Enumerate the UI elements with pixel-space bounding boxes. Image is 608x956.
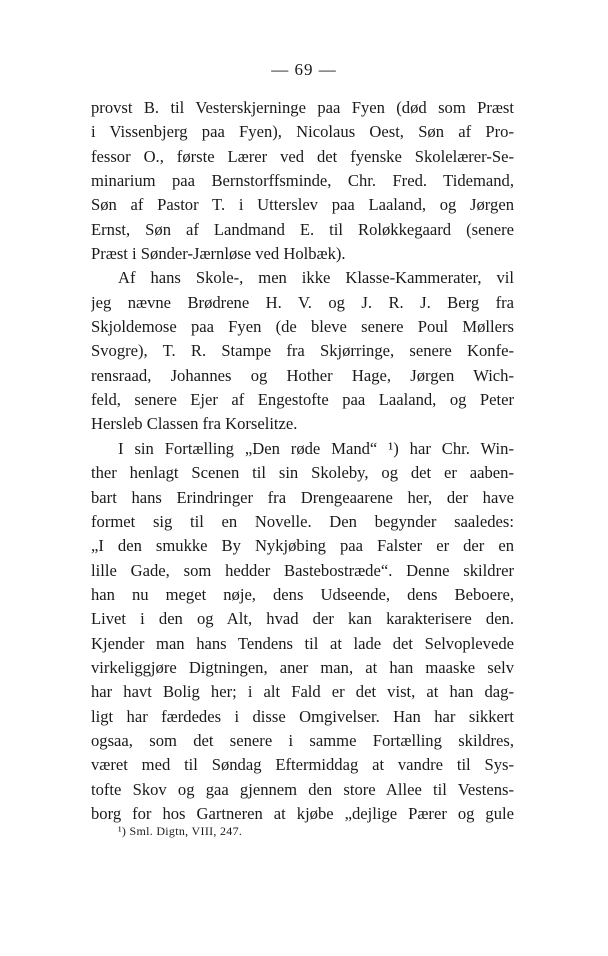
text-line: I sin Fortælling „Den røde Mand“ ¹) har Chr. Win- [118,438,514,458]
text-line: formet sig til en Novelle. Den begynder saaledes: [91,511,514,531]
text-line: Af hans Skole-, men ikke Klasse-Kammerater, vil [118,268,514,288]
body-text [91,96,514,826]
text-line: Livet i den og Alt, hvad der kan karakterisere den. [91,609,514,629]
text-line: Hersleb Classen fra Korselitze. [91,414,298,434]
text-line: „I den smukke By Nykjøbing paa Falster er der en [91,536,514,556]
text-line: feld, senere Ejer af Engestofte paa Laaland, og Peter [91,390,514,410]
text-line: Præst i Sønder-Jærnløse ved Holbæk). [91,244,346,264]
page-number: — 69 — [271,60,337,79]
text-line: ther henlagt Scenen til sin Skoleby, og det er aaben- [91,463,514,483]
text-line: ogsaa, som det senere i samme Fortælling skildres, [91,730,514,750]
text-line: været med til Søndag Eftermiddag at vandre til Sys- [91,755,514,775]
text-line: ligt har færdedes i disse Omgivelser. Han har sikkert [91,706,514,726]
text-line: han nu meget nøje, dens Udseende, dens Beboere, [91,584,514,604]
text-line: borg for hos Gartneren at kjøbe „dejlige Pærer og gule [91,803,514,823]
text-line: rensraad, Johannes og Hother Hage, Jørgen Wich- [91,365,514,385]
text-line: Søn af Pastor T. i Utterslev paa Laaland, og Jørgen [91,195,514,215]
text-line: Skjoldemose paa Fyen (de bleve senere Poul Møllers [91,317,514,337]
text-line: minarium paa Bernstorffsminde, Chr. Fred. Tidemand, [91,171,514,191]
text-line: Kjender man hans Tendens til at lade det Selvoplevede [91,633,514,653]
text-line: Ernst, Søn af Landmand E. til Roløkkegaard (senere [91,219,514,239]
text-line: provst B. til Vesterskjerninge paa Fyen (død som Præst [91,98,514,117]
footnote: ¹) Sml. Digtn, VIII, 247. [118,824,243,838]
text-line: fessor O., første Lærer ved det fyenske Skolelærer-Se- [91,146,514,166]
text-line: i Vissenbjerg paa Fyen), Nicolaus Oest, Søn af Pro- [91,122,514,142]
text-line: jeg nævne Brødrene H. V. og J. R. J. Berg fra [91,292,514,312]
text-line: virkeliggjøre Digtningen, aner man, at han maaske selv [91,657,514,677]
text-line: lille Gade, som hedder Bastebostræde“. Denne skildrer [91,560,514,580]
text-line: tofte Skov og gaa gjennem den store Allee til Vestens- [91,779,514,799]
text-line: bart hans Erindringer fra Drengeaarene her, der have [91,487,514,507]
text-line: Svogre), T. R. Stampe fra Skjørringe, senere Konfe- [91,341,514,361]
text-line: har havt Bolig her; i alt Fald er det vist, at han dag- [91,682,514,702]
